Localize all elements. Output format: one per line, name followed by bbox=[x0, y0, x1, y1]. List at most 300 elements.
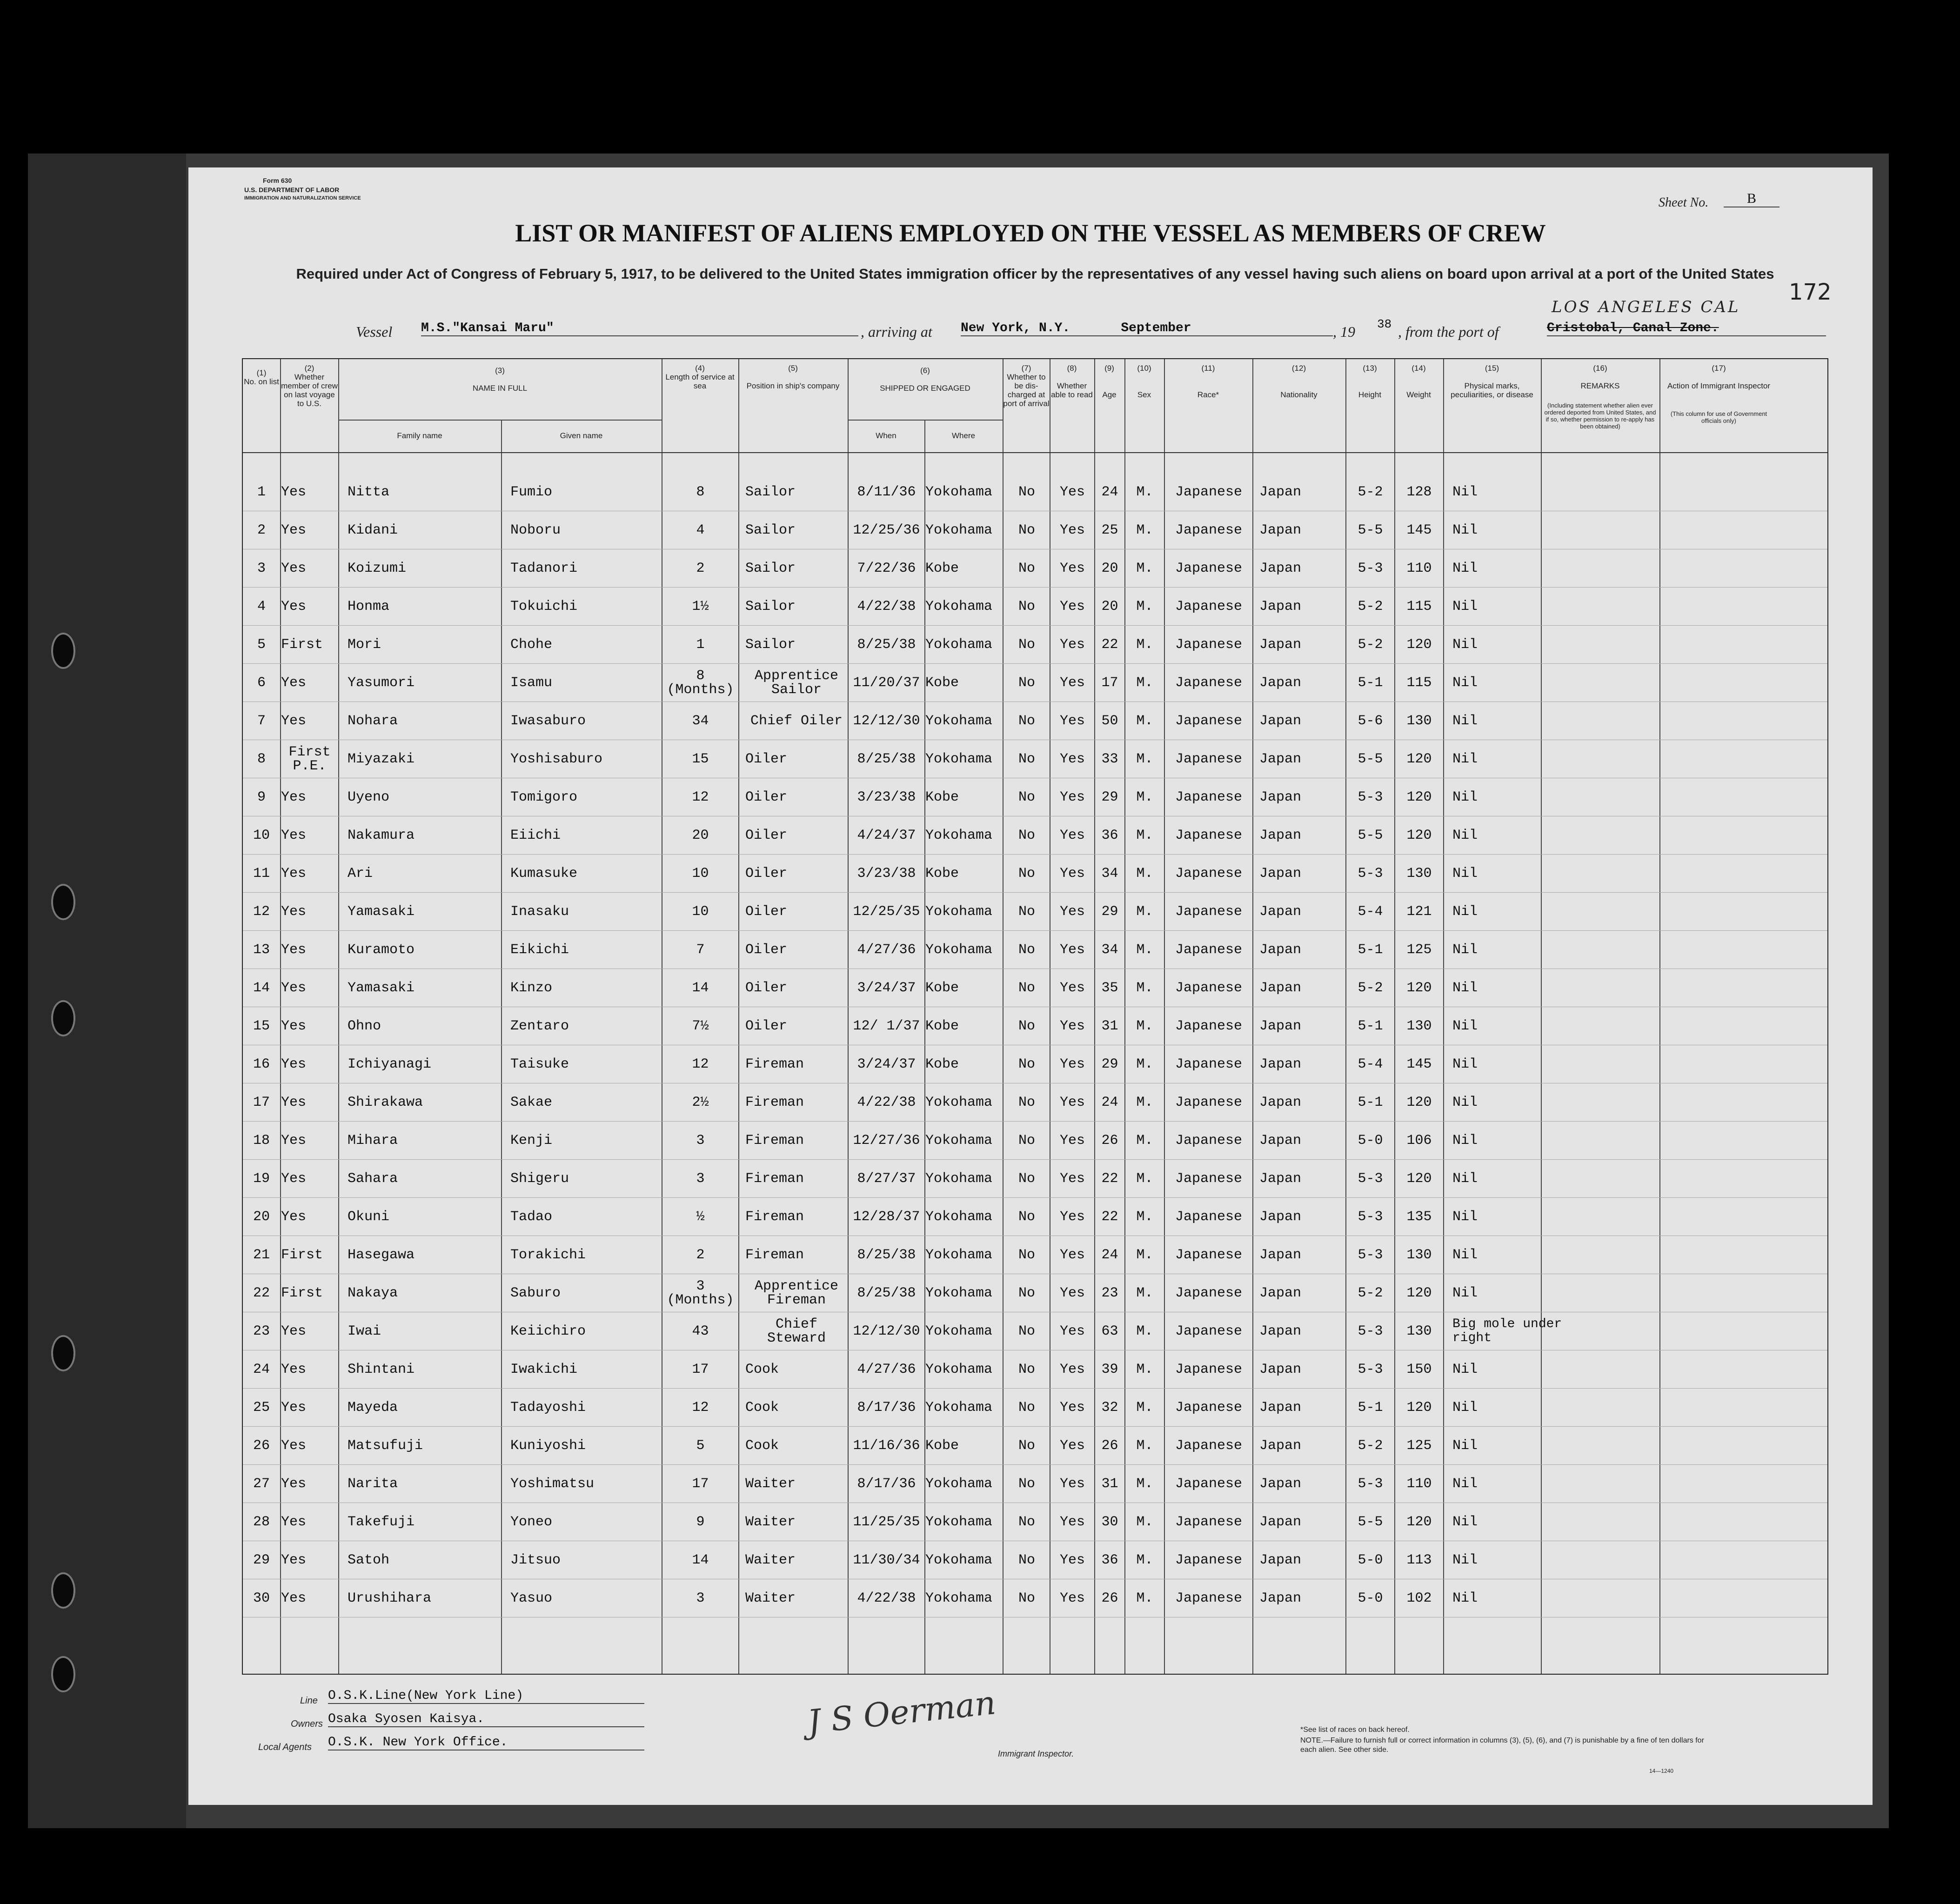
cell-disch: No bbox=[1018, 1171, 1035, 1187]
cell-marks: Nil bbox=[1452, 1552, 1478, 1568]
cell-disch: No bbox=[1018, 1514, 1035, 1530]
cell-when: 8/27/37 bbox=[857, 1171, 916, 1187]
form-code: 14—1240 bbox=[1649, 1768, 1674, 1774]
cell-prev: Yes bbox=[281, 1209, 307, 1225]
port-handwritten: LOS ANGELES CAL bbox=[1552, 298, 1740, 316]
cell-marks: Nil bbox=[1452, 1476, 1478, 1492]
cell-when: 12/12/30 bbox=[853, 713, 920, 729]
port-struck: Cristobal, Canal Zone. bbox=[1547, 321, 1826, 336]
cell-prev: Yes bbox=[281, 1323, 307, 1339]
cell-prev: Yes bbox=[281, 866, 307, 882]
cell-no: 10 bbox=[253, 828, 270, 843]
cell-sex: M. bbox=[1136, 484, 1153, 500]
cell-age: 22 bbox=[1101, 1209, 1118, 1225]
cell-prev: First bbox=[281, 1247, 323, 1263]
header-no-on-list: (1) No. on list bbox=[244, 368, 279, 386]
cell-marks: Nil bbox=[1452, 1018, 1478, 1034]
cell-race: Japanese bbox=[1175, 561, 1243, 576]
cell-no: 29 bbox=[253, 1552, 270, 1568]
cell-weight: 130 bbox=[1406, 866, 1432, 882]
cell-where: Yokohama bbox=[925, 599, 993, 615]
cell-sex: M. bbox=[1136, 942, 1153, 958]
cell-position: Oiler bbox=[745, 1018, 788, 1034]
cell-sex: M. bbox=[1136, 599, 1153, 615]
cell-read: Yes bbox=[1059, 561, 1085, 576]
cell-service: 34 bbox=[692, 713, 709, 729]
cell-height: 5-2 bbox=[1358, 1285, 1383, 1301]
cell-family: Yamasaki bbox=[348, 980, 415, 996]
cell-given: Isamu bbox=[510, 675, 553, 691]
cell-marks: Nil bbox=[1452, 866, 1478, 882]
cell-given: Iwakichi bbox=[510, 1362, 578, 1377]
cell-height: 5-5 bbox=[1358, 751, 1383, 767]
cell-service: 3 bbox=[696, 1133, 705, 1149]
year-prefix: , 19 bbox=[1333, 323, 1355, 340]
cell-service: 5 bbox=[696, 1438, 705, 1454]
cell-race: Japanese bbox=[1175, 1209, 1243, 1225]
cell-where: Yokohama bbox=[925, 751, 993, 767]
cell-when: 12/28/37 bbox=[853, 1209, 920, 1225]
table-row bbox=[243, 1083, 1827, 1122]
cell-height: 5-1 bbox=[1358, 1018, 1383, 1034]
cell-sex: M. bbox=[1136, 751, 1153, 767]
cell-given: Yasuo bbox=[510, 1590, 553, 1606]
cell-race: Japanese bbox=[1175, 942, 1243, 958]
cell-sex: M. bbox=[1136, 866, 1153, 882]
cell-service: 9 bbox=[696, 1514, 705, 1530]
header-height: (13) Height bbox=[1358, 364, 1382, 399]
cell-no: 19 bbox=[253, 1171, 270, 1187]
cell-race: Japanese bbox=[1175, 637, 1243, 653]
cell-marks: Nil bbox=[1452, 751, 1478, 767]
header-when: When bbox=[876, 431, 896, 440]
cell-age: 22 bbox=[1101, 1171, 1118, 1187]
cell-position: Fireman bbox=[745, 1133, 804, 1149]
cell-read: Yes bbox=[1059, 713, 1085, 729]
cell-prev: Yes bbox=[281, 789, 307, 805]
cell-no: 15 bbox=[253, 1018, 270, 1034]
cell-where: Yokohama bbox=[925, 828, 993, 843]
cell-service: 2 bbox=[696, 1247, 705, 1263]
cell-prev: First P.E. bbox=[288, 744, 331, 774]
cell-disch: No bbox=[1018, 942, 1035, 958]
cell-prev: Yes bbox=[281, 1476, 307, 1492]
cell-nat: Japan bbox=[1259, 522, 1302, 538]
table-row bbox=[243, 1579, 1827, 1617]
from-label: , from the port of bbox=[1398, 323, 1499, 340]
cell-where: Yokohama bbox=[925, 637, 993, 653]
cell-where: Yokohama bbox=[925, 904, 993, 920]
table-row bbox=[243, 1236, 1827, 1274]
cell-family: Nakaya bbox=[348, 1285, 398, 1301]
cell-position: Fireman bbox=[745, 1095, 804, 1110]
cell-sex: M. bbox=[1136, 1171, 1153, 1187]
cell-prev: First bbox=[281, 1285, 323, 1301]
cell-age: 20 bbox=[1101, 599, 1118, 615]
cell-sex: M. bbox=[1136, 1018, 1153, 1034]
cell-race: Japanese bbox=[1175, 1133, 1243, 1149]
cell-sex: M. bbox=[1136, 1133, 1153, 1149]
cell-sex: M. bbox=[1136, 561, 1153, 576]
cell-when: 8/25/38 bbox=[857, 637, 916, 653]
table-row bbox=[243, 1389, 1827, 1427]
cell-nat: Japan bbox=[1259, 1133, 1302, 1149]
cell-nat: Japan bbox=[1259, 980, 1302, 996]
manifest-sheet bbox=[188, 167, 1873, 1805]
header-weight: (14) Weight bbox=[1406, 364, 1431, 399]
cell-disch: No bbox=[1018, 904, 1035, 920]
cell-where: Kobe bbox=[925, 980, 959, 996]
cell-height: 5-2 bbox=[1358, 484, 1383, 500]
cell-nat: Japan bbox=[1259, 599, 1302, 615]
cell-disch: No bbox=[1018, 675, 1035, 691]
cell-family: Urushihara bbox=[348, 1590, 432, 1606]
cell-no: 7 bbox=[257, 713, 266, 729]
cell-age: 22 bbox=[1101, 637, 1118, 653]
cell-nat: Japan bbox=[1259, 1285, 1302, 1301]
cell-height: 5-3 bbox=[1358, 1476, 1383, 1492]
cell-position: Waiter bbox=[745, 1514, 796, 1530]
table-row bbox=[243, 778, 1827, 816]
cell-age: 36 bbox=[1101, 828, 1118, 843]
cell-nat: Japan bbox=[1259, 789, 1302, 805]
cell-race: Japanese bbox=[1175, 1590, 1243, 1606]
cell-weight: 130 bbox=[1406, 1018, 1432, 1034]
cell-age: 17 bbox=[1101, 675, 1118, 691]
cell-position: Fireman bbox=[745, 1171, 804, 1187]
table-row bbox=[243, 1541, 1827, 1579]
cell-weight: 120 bbox=[1406, 980, 1432, 996]
cell-read: Yes bbox=[1059, 1514, 1085, 1530]
cell-family: Miyazaki bbox=[348, 751, 415, 767]
cell-marks: Nil bbox=[1452, 1362, 1478, 1377]
cell-disch: No bbox=[1018, 484, 1035, 500]
cell-given: Zentaro bbox=[510, 1018, 569, 1034]
cell-disch: No bbox=[1018, 789, 1035, 805]
cell-service: 8 (Months) bbox=[667, 668, 734, 698]
cell-sex: M. bbox=[1136, 1056, 1153, 1072]
cell-read: Yes bbox=[1059, 1095, 1085, 1110]
cell-position: Apprentice Fireman bbox=[754, 1278, 839, 1308]
cell-prev: Yes bbox=[281, 1018, 307, 1034]
inspector-label: Immigrant Inspector. bbox=[998, 1749, 1074, 1758]
cell-age: 29 bbox=[1101, 789, 1118, 805]
cell-disch: No bbox=[1018, 1056, 1035, 1072]
cell-read: Yes bbox=[1059, 1056, 1085, 1072]
cell-sex: M. bbox=[1136, 1476, 1153, 1492]
cell-marks: Nil bbox=[1452, 1400, 1478, 1416]
cell-nat: Japan bbox=[1259, 561, 1302, 576]
cell-marks: Nil bbox=[1452, 1590, 1478, 1606]
cell-weight: 120 bbox=[1406, 751, 1432, 767]
cell-weight: 128 bbox=[1406, 484, 1432, 500]
cell-marks: Nil bbox=[1452, 599, 1478, 615]
table-row bbox=[243, 1465, 1827, 1503]
cell-race: Japanese bbox=[1175, 599, 1243, 615]
cell-disch: No bbox=[1018, 751, 1035, 767]
cell-where: Yokohama bbox=[925, 522, 993, 538]
cell-nat: Japan bbox=[1259, 1400, 1302, 1416]
cell-when: 4/27/36 bbox=[857, 942, 916, 958]
cell-disch: No bbox=[1018, 866, 1035, 882]
cell-where: Yokohama bbox=[925, 1362, 993, 1377]
table-row bbox=[243, 931, 1827, 969]
cell-disch: No bbox=[1018, 1400, 1035, 1416]
cell-no: 28 bbox=[253, 1514, 270, 1530]
table-row bbox=[243, 626, 1827, 664]
cell-when: 3/23/38 bbox=[857, 866, 916, 882]
cell-prev: Yes bbox=[281, 828, 307, 843]
cell-given: Tokuichi bbox=[510, 599, 578, 615]
binder-hole bbox=[51, 1656, 75, 1692]
cell-read: Yes bbox=[1059, 484, 1085, 500]
cell-given: Inasaku bbox=[510, 904, 569, 920]
cell-read: Yes bbox=[1059, 637, 1085, 653]
cell-position: Waiter bbox=[745, 1476, 796, 1492]
cell-weight: 121 bbox=[1406, 904, 1432, 920]
cell-service: 12 bbox=[692, 789, 709, 805]
header-remarks: (16) REMARKS bbox=[1580, 364, 1620, 390]
cell-sex: M. bbox=[1136, 1323, 1153, 1339]
cell-height: 5-3 bbox=[1358, 1323, 1383, 1339]
binder-hole bbox=[51, 884, 75, 920]
cell-no: 2 bbox=[257, 522, 266, 538]
cell-no: 16 bbox=[253, 1056, 270, 1072]
cell-sex: M. bbox=[1136, 637, 1153, 653]
crew-table bbox=[242, 358, 1828, 1675]
cell-read: Yes bbox=[1059, 1362, 1085, 1377]
cell-age: 30 bbox=[1101, 1514, 1118, 1530]
cell-read: Yes bbox=[1059, 1209, 1085, 1225]
cell-nat: Japan bbox=[1259, 1018, 1302, 1034]
cell-disch: No bbox=[1018, 1590, 1035, 1606]
header-given-name: Given name bbox=[560, 431, 603, 440]
cell-given: Tadao bbox=[510, 1209, 553, 1225]
cell-age: 29 bbox=[1101, 1056, 1118, 1072]
header-sex: (10) Sex bbox=[1137, 364, 1151, 399]
cell-height: 5-3 bbox=[1358, 1171, 1383, 1187]
cell-age: 31 bbox=[1101, 1476, 1118, 1492]
cell-height: 5-5 bbox=[1358, 828, 1383, 843]
cell-service: 4 bbox=[696, 522, 705, 538]
cell-height: 5-3 bbox=[1358, 1362, 1383, 1377]
cell-when: 12/ 1/37 bbox=[853, 1018, 920, 1034]
cell-read: Yes bbox=[1059, 1590, 1085, 1606]
cell-given: Yoshimatsu bbox=[510, 1476, 595, 1492]
cell-family: Matsufuji bbox=[348, 1438, 423, 1454]
cell-where: Yokohama bbox=[925, 1552, 993, 1568]
cell-weight: 120 bbox=[1406, 637, 1432, 653]
cell-sex: M. bbox=[1136, 713, 1153, 729]
cell-when: 8/11/36 bbox=[857, 484, 916, 500]
cell-service: 14 bbox=[692, 1552, 709, 1568]
cell-prev: Yes bbox=[281, 522, 307, 538]
cell-no: 1 bbox=[257, 484, 266, 500]
cell-age: 23 bbox=[1101, 1285, 1118, 1301]
cell-position: Chief Steward bbox=[767, 1316, 826, 1346]
cell-weight: 120 bbox=[1406, 789, 1432, 805]
agents-label: Local Agents bbox=[258, 1742, 312, 1752]
cell-read: Yes bbox=[1059, 1171, 1085, 1187]
cell-no: 24 bbox=[253, 1362, 270, 1377]
cell-age: 32 bbox=[1101, 1400, 1118, 1416]
cell-prev: Yes bbox=[281, 561, 307, 576]
table-row bbox=[243, 855, 1827, 893]
cell-nat: Japan bbox=[1259, 484, 1302, 500]
cell-family: Satoh bbox=[348, 1552, 390, 1568]
stamp-number: 172 bbox=[1789, 279, 1832, 305]
cell-family: Yamasaki bbox=[348, 904, 415, 920]
table-row bbox=[243, 473, 1827, 511]
cell-service: 1½ bbox=[692, 599, 709, 615]
cell-family: Shirakawa bbox=[348, 1095, 423, 1110]
cell-family: Hasegawa bbox=[348, 1247, 415, 1263]
cell-service: 12 bbox=[692, 1056, 709, 1072]
cell-weight: 120 bbox=[1406, 1514, 1432, 1530]
cell-when: 11/30/34 bbox=[853, 1552, 920, 1568]
cell-when: 8/17/36 bbox=[857, 1476, 916, 1492]
cell-marks: Nil bbox=[1452, 1133, 1478, 1149]
cell-height: 5-1 bbox=[1358, 1095, 1383, 1110]
cell-height: 5-5 bbox=[1358, 522, 1383, 538]
header-age: (9) Age bbox=[1102, 364, 1117, 399]
table-row bbox=[243, 664, 1827, 702]
binder-hole bbox=[51, 1000, 75, 1036]
cell-when: 8/25/38 bbox=[857, 1285, 916, 1301]
cell-when: 7/22/36 bbox=[857, 561, 916, 576]
cell-position: Oiler bbox=[745, 942, 788, 958]
cell-weight: 130 bbox=[1406, 713, 1432, 729]
binder-hole bbox=[51, 1335, 75, 1371]
cell-position: Fireman bbox=[745, 1247, 804, 1263]
cell-read: Yes bbox=[1059, 1476, 1085, 1492]
cell-age: 24 bbox=[1101, 1247, 1118, 1263]
cell-disch: No bbox=[1018, 1133, 1035, 1149]
cell-height: 5-0 bbox=[1358, 1133, 1383, 1149]
cell-marks: Nil bbox=[1452, 1285, 1478, 1301]
cell-where: Yokohama bbox=[925, 484, 993, 500]
cell-height: 5-2 bbox=[1358, 637, 1383, 653]
cell-marks: Nil bbox=[1452, 904, 1478, 920]
cell-when: 4/27/36 bbox=[857, 1362, 916, 1377]
cell-family: Sahara bbox=[348, 1171, 398, 1187]
cell-nat: Japan bbox=[1259, 1438, 1302, 1454]
cell-no: 13 bbox=[253, 942, 270, 958]
cell-given: Sakae bbox=[510, 1095, 553, 1110]
cell-age: 31 bbox=[1101, 1018, 1118, 1034]
table-row bbox=[243, 1350, 1827, 1389]
cell-position: Sailor bbox=[745, 522, 796, 538]
cell-height: 5-3 bbox=[1358, 561, 1383, 576]
cell-family: Kidani bbox=[348, 522, 398, 538]
form-dept: U.S. DEPARTMENT OF LABOR bbox=[244, 186, 340, 194]
cell-age: 35 bbox=[1101, 980, 1118, 996]
header-able-to-read: (8) Whether able to read bbox=[1051, 364, 1093, 399]
cell-position: Waiter bbox=[745, 1590, 796, 1606]
cell-prev: Yes bbox=[281, 942, 307, 958]
cell-sex: M. bbox=[1136, 1285, 1153, 1301]
cell-family: Mayeda bbox=[348, 1400, 398, 1416]
cell-family: Honma bbox=[348, 599, 390, 615]
cell-service: 12 bbox=[692, 1400, 709, 1416]
cell-service: 1 bbox=[696, 637, 705, 653]
cell-where: Yokohama bbox=[925, 1514, 993, 1530]
cell-race: Japanese bbox=[1175, 789, 1243, 805]
cell-where: Kobe bbox=[925, 1438, 959, 1454]
cell-height: 5-5 bbox=[1358, 1514, 1383, 1530]
cell-disch: No bbox=[1018, 637, 1035, 653]
cell-disch: No bbox=[1018, 1552, 1035, 1568]
cell-service: 20 bbox=[692, 828, 709, 843]
cell-position: Sailor bbox=[745, 561, 796, 576]
cell-family: Kuramoto bbox=[348, 942, 415, 958]
cell-weight: 150 bbox=[1406, 1362, 1432, 1377]
cell-position: Fireman bbox=[745, 1056, 804, 1072]
cell-race: Japanese bbox=[1175, 1056, 1243, 1072]
cell-where: Yokohama bbox=[925, 1171, 993, 1187]
table-row bbox=[243, 1274, 1827, 1312]
cell-position: Oiler bbox=[745, 866, 788, 882]
cell-read: Yes bbox=[1059, 942, 1085, 958]
cell-no: 11 bbox=[253, 866, 270, 882]
cell-marks: Nil bbox=[1452, 828, 1478, 843]
cell-prev: Yes bbox=[281, 1171, 307, 1187]
cell-prev: Yes bbox=[281, 713, 307, 729]
sheet-number: B bbox=[1724, 191, 1779, 207]
cell-marks: Nil bbox=[1452, 1514, 1478, 1530]
cell-read: Yes bbox=[1059, 675, 1085, 691]
cell-no: 3 bbox=[257, 561, 266, 576]
cell-age: 26 bbox=[1101, 1133, 1118, 1149]
header-race: (11) Race* bbox=[1197, 364, 1219, 399]
cell-where: Yokohama bbox=[925, 713, 993, 729]
cell-sex: M. bbox=[1136, 980, 1153, 996]
cell-sex: M. bbox=[1136, 522, 1153, 538]
cell-read: Yes bbox=[1059, 904, 1085, 920]
cell-read: Yes bbox=[1059, 789, 1085, 805]
cell-race: Japanese bbox=[1175, 1323, 1243, 1339]
cell-nat: Japan bbox=[1259, 1171, 1302, 1187]
cell-prev: Yes bbox=[281, 675, 307, 691]
cell-marks: Nil bbox=[1452, 1438, 1478, 1454]
cell-sex: M. bbox=[1136, 1590, 1153, 1606]
cell-service: 3 (Months) bbox=[667, 1278, 734, 1308]
cell-disch: No bbox=[1018, 1476, 1035, 1492]
cell-nat: Japan bbox=[1259, 1552, 1302, 1568]
cell-where: Yokohama bbox=[925, 1247, 993, 1263]
table-row bbox=[243, 816, 1827, 855]
cell-no: 18 bbox=[253, 1133, 270, 1149]
arrival-month: September bbox=[1121, 321, 1191, 335]
cell-service: 8 bbox=[696, 484, 705, 500]
cell-no: 5 bbox=[257, 637, 266, 653]
cell-when: 8/25/38 bbox=[857, 1247, 916, 1263]
vessel-label: Vessel bbox=[356, 323, 393, 340]
cell-where: Yokohama bbox=[925, 1590, 993, 1606]
cell-no: 22 bbox=[253, 1285, 270, 1301]
form-subtitle: Required under Act of Congress of February 5, 1917, to be delivered to the United States immigration officer by the representatives of any vessel having such aliens on board upon arrival at a port of the United States bbox=[296, 266, 1774, 282]
cell-race: Japanese bbox=[1175, 675, 1243, 691]
cell-sex: M. bbox=[1136, 675, 1153, 691]
cell-family: Nitta bbox=[348, 484, 390, 500]
cell-prev: Yes bbox=[281, 484, 307, 500]
cell-weight: 110 bbox=[1406, 561, 1432, 576]
table-row bbox=[243, 1122, 1827, 1160]
cell-race: Japanese bbox=[1175, 713, 1243, 729]
cell-family: Koizumi bbox=[348, 561, 407, 576]
cell-nat: Japan bbox=[1259, 1362, 1302, 1377]
arrival-port: New York, N.Y. bbox=[961, 321, 1333, 336]
